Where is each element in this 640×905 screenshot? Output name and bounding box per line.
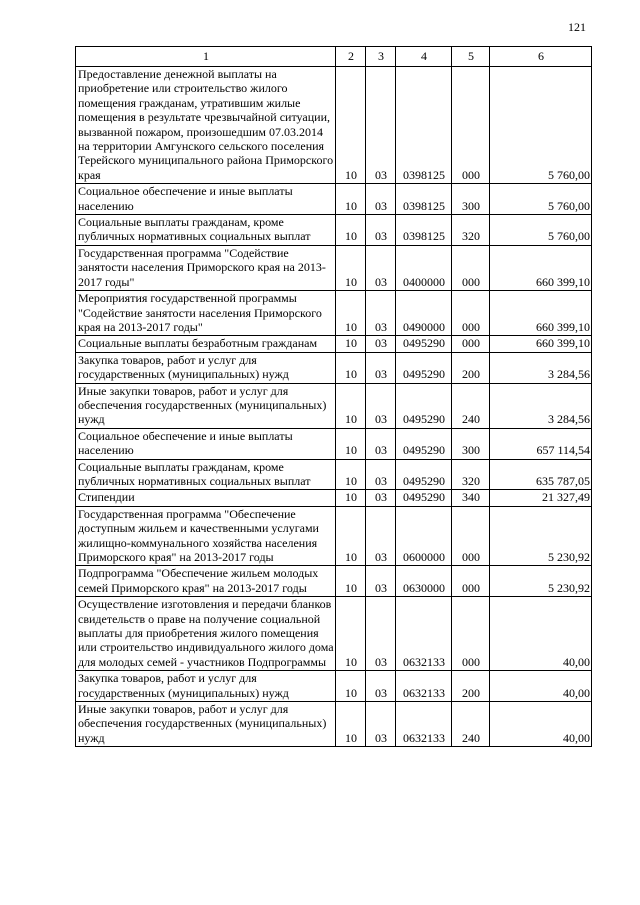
row-name-cell: Социальное обеспечение и иные выплаты населению	[76, 428, 336, 459]
section-code-cell: 10	[336, 459, 366, 490]
expense-type-cell: 320	[452, 459, 490, 490]
subsection-code-cell: 03	[366, 702, 396, 747]
target-article-cell: 0398125	[396, 184, 452, 215]
target-article-cell: 0495290	[396, 428, 452, 459]
header-cell-1: 1	[76, 47, 336, 67]
amount-cell: 5 760,00	[490, 184, 592, 215]
target-article-cell: 0495290	[396, 352, 452, 383]
section-code-cell: 10	[336, 184, 366, 215]
section-code-cell: 10	[336, 490, 366, 506]
section-code-cell: 10	[336, 702, 366, 747]
header-cell-5: 5	[452, 47, 490, 67]
expense-type-cell: 000	[452, 506, 490, 566]
target-article-cell: 0495290	[396, 490, 452, 506]
row-name-cell: Социальные выплаты безработным гражданам	[76, 336, 336, 352]
section-code-cell: 10	[336, 352, 366, 383]
subsection-code-cell: 03	[366, 597, 396, 671]
amount-cell: 657 114,54	[490, 428, 592, 459]
header-cell-3: 3	[366, 47, 396, 67]
amount-cell: 3 284,56	[490, 352, 592, 383]
target-article-cell: 0632133	[396, 671, 452, 702]
amount-cell: 660 399,10	[490, 291, 592, 336]
expense-type-cell: 240	[452, 383, 490, 428]
subsection-code-cell: 03	[366, 336, 396, 352]
row-name-cell: Социальные выплаты гражданам, кроме публичных нормативных социальных выплат	[76, 215, 336, 246]
section-code-cell: 10	[336, 336, 366, 352]
row-name-cell: Стипендии	[76, 490, 336, 506]
target-article-cell: 0398125	[396, 215, 452, 246]
subsection-code-cell: 03	[366, 291, 396, 336]
table-row	[76, 459, 592, 490]
section-code-cell: 10	[336, 291, 366, 336]
target-article-cell: 0400000	[396, 245, 452, 290]
row-name-cell: Закупка товаров, работ и услуг для государственных (муниципальных) нужд	[76, 671, 336, 702]
subsection-code-cell: 03	[366, 459, 396, 490]
header-cell-4: 4	[396, 47, 452, 67]
subsection-code-cell: 03	[366, 490, 396, 506]
target-article-cell: 0490000	[396, 291, 452, 336]
table-row	[76, 383, 592, 428]
amount-cell: 5 230,92	[490, 566, 592, 597]
table-header-row	[76, 47, 592, 67]
row-name-cell: Иные закупки товаров, работ и услуг для обеспечения государственных (муниципальных) нужд	[76, 702, 336, 747]
expense-type-cell: 000	[452, 67, 490, 184]
row-name-cell: Предоставление денежной выплаты на приобретение или строительство жилого помещения гражданам, утратившим жилые помещения в результате чрезвычайной ситуации, вызванной пожаром, произошедшим 07.03.2014 на территории Амгунского сельского поселения Терейского муниципального района Приморского края	[76, 67, 336, 184]
table-row	[76, 566, 592, 597]
table-row	[76, 671, 592, 702]
table-row	[76, 428, 592, 459]
expense-type-cell: 000	[452, 291, 490, 336]
target-article-cell: 0495290	[396, 383, 452, 428]
amount-cell: 5 230,92	[490, 506, 592, 566]
row-name-cell: Иные закупки товаров, работ и услуг для обеспечения государственных (муниципальных) нужд	[76, 383, 336, 428]
subsection-code-cell: 03	[366, 566, 396, 597]
table-row	[76, 506, 592, 566]
budget-table	[75, 46, 592, 747]
table-row	[76, 67, 592, 184]
subsection-code-cell: 03	[366, 671, 396, 702]
section-code-cell: 10	[336, 245, 366, 290]
subsection-code-cell: 03	[366, 506, 396, 566]
row-name-cell: Мероприятия государственной программы "Содействие занятости населения Приморского края на 2013-2017 годы"	[76, 291, 336, 336]
table-row	[76, 352, 592, 383]
header-cell-6: 6	[490, 47, 592, 67]
target-article-cell: 0398125	[396, 67, 452, 184]
expense-type-cell: 000	[452, 566, 490, 597]
subsection-code-cell: 03	[366, 215, 396, 246]
expense-type-cell: 340	[452, 490, 490, 506]
subsection-code-cell: 03	[366, 245, 396, 290]
section-code-cell: 10	[336, 506, 366, 566]
amount-cell: 21 327,49	[490, 490, 592, 506]
target-article-cell: 0495290	[396, 336, 452, 352]
target-article-cell: 0630000	[396, 566, 452, 597]
section-code-cell: 10	[336, 671, 366, 702]
amount-cell: 660 399,10	[490, 336, 592, 352]
table-row	[76, 184, 592, 215]
section-code-cell: 10	[336, 67, 366, 184]
row-name-cell: Государственная программа "Содействие занятости населения Приморского края на 2013-2017 годы"	[76, 245, 336, 290]
table-row	[76, 597, 592, 671]
section-code-cell: 10	[336, 428, 366, 459]
subsection-code-cell: 03	[366, 428, 396, 459]
amount-cell: 40,00	[490, 597, 592, 671]
expense-type-cell: 000	[452, 597, 490, 671]
target-article-cell: 0600000	[396, 506, 452, 566]
section-code-cell: 10	[336, 597, 366, 671]
expense-type-cell: 320	[452, 215, 490, 246]
amount-cell: 5 760,00	[490, 215, 592, 246]
amount-cell: 40,00	[490, 702, 592, 747]
header-cell-2: 2	[336, 47, 366, 67]
page-number: 121	[568, 20, 586, 34]
expense-type-cell: 200	[452, 352, 490, 383]
subsection-code-cell: 03	[366, 352, 396, 383]
row-name-cell: Государственная программа "Обеспечение доступным жильем и качественными услугами жилищно-коммунального хозяйства населения Приморского края" на 2013-2017 годы	[76, 506, 336, 566]
target-article-cell: 0495290	[396, 459, 452, 490]
row-name-cell: Закупка товаров, работ и услуг для государственных (муниципальных) нужд	[76, 352, 336, 383]
table-row	[76, 336, 592, 352]
table-row	[76, 702, 592, 747]
target-article-cell: 0632133	[396, 702, 452, 747]
expense-type-cell: 300	[452, 184, 490, 215]
subsection-code-cell: 03	[366, 67, 396, 184]
amount-cell: 635 787,05	[490, 459, 592, 490]
table-row	[76, 291, 592, 336]
expense-type-cell: 000	[452, 336, 490, 352]
table-row	[76, 215, 592, 246]
table-row	[76, 245, 592, 290]
table-row	[76, 490, 592, 506]
expense-type-cell: 300	[452, 428, 490, 459]
section-code-cell: 10	[336, 566, 366, 597]
section-code-cell: 10	[336, 215, 366, 246]
amount-cell: 5 760,00	[490, 67, 592, 184]
amount-cell: 3 284,56	[490, 383, 592, 428]
section-code-cell: 10	[336, 383, 366, 428]
subsection-code-cell: 03	[366, 184, 396, 215]
row-name-cell: Подпрограмма "Обеспечение жильем молодых семей Приморского края" на 2013-2017 годы	[76, 566, 336, 597]
expense-type-cell: 200	[452, 671, 490, 702]
row-name-cell: Осуществление изготовления и передачи бланков свидетельств о праве на получение социальной выплаты для приобретения жилого помещения или строительство индивидуального жилого дома для молодых семей - участников Подпрограммы	[76, 597, 336, 671]
amount-cell: 40,00	[490, 671, 592, 702]
amount-cell: 660 399,10	[490, 245, 592, 290]
target-article-cell: 0632133	[396, 597, 452, 671]
expense-type-cell: 240	[452, 702, 490, 747]
row-name-cell: Социальные выплаты гражданам, кроме публичных нормативных социальных выплат	[76, 459, 336, 490]
expense-type-cell: 000	[452, 245, 490, 290]
subsection-code-cell: 03	[366, 383, 396, 428]
row-name-cell: Социальное обеспечение и иные выплаты населению	[76, 184, 336, 215]
